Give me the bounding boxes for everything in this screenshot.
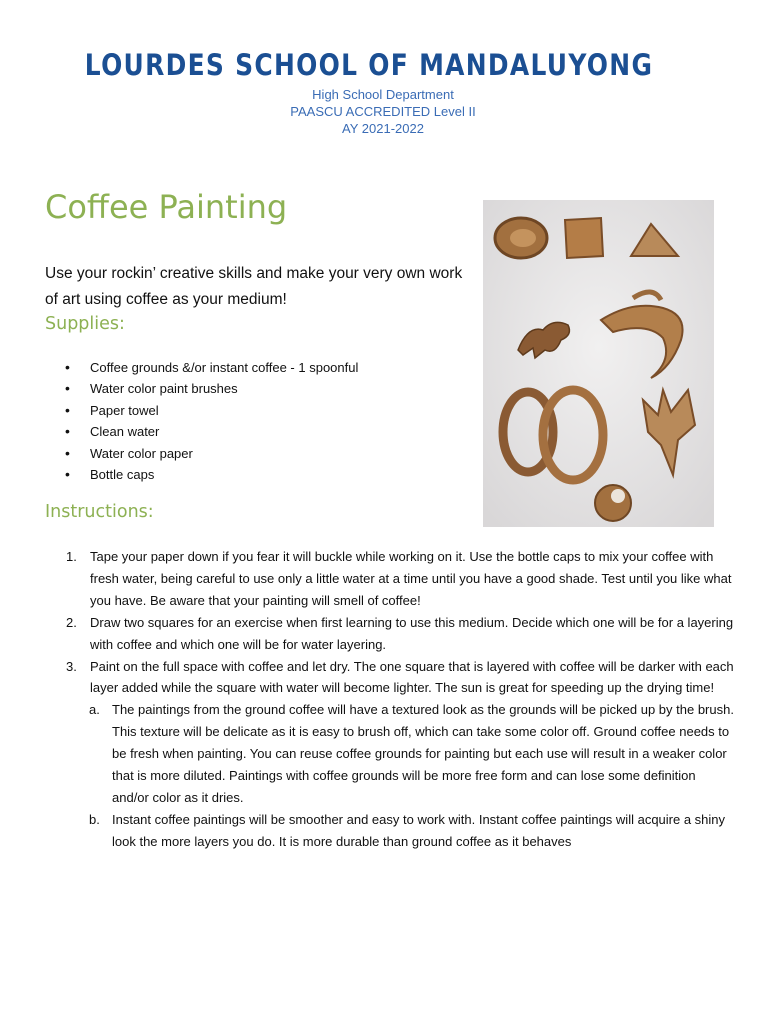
supply-item: • Coffee grounds &/or instant coffee - 1 spoonful (62, 357, 358, 378)
list-item: 2. Draw two squares for an exercise when first learning to use this medium. Decide which one will be for a layering with coffee and which one will be for water layering. (66, 614, 734, 652)
square-shape (565, 218, 603, 258)
supply-item: • Water color paint brushes (62, 378, 358, 399)
instructions-heading: Instructions: (45, 502, 154, 522)
department: High School Department (312, 87, 454, 102)
supplies-heading: Supplies: (45, 314, 125, 334)
list-subitem: b. Instant coffee paintings will be smoother and easy to work with. Instant coffee paintings will acquire a shiny look the more layers you do. It is more durable than ground coffee as it behaves (89, 811, 726, 849)
supply-item: • Clean water (62, 421, 358, 442)
supplies-list (62, 357, 358, 485)
coffee-painting-photo (483, 200, 714, 527)
page-title: Coffee Painting (45, 188, 288, 226)
list-item: 3. Paint on the full space with coffee and let dry. The one square that is layered with coffee will be darker with each layer added while the square with water will become lighter. The sun is great for speeding up the drying time! (66, 658, 734, 696)
intro-text: Use your rockin’ creative skills and make your very own work of art using coffee as your medium! (45, 265, 463, 308)
supply-item: • Paper towel (62, 400, 358, 421)
accreditation: PAASCU ACCREDITED Level II (290, 104, 476, 119)
supply-item: • Bottle caps (62, 464, 358, 485)
academic-year: AY 2021-2022 (342, 121, 424, 136)
supply-item: • Water color paper (62, 443, 358, 464)
instructions-list (66, 546, 734, 853)
school-name: LOURDES SCHOOL OF MANDALUYONG (84, 48, 654, 82)
circle-shape (595, 485, 631, 521)
list-subitem: a. The paintings from the ground coffee will have a textured look as the grounds will be picked up by the brush. This texture will be delicate as it is easy to brush off, which can take some color off. Ground coffee needs to be fresh when painting. You can reuse coffee grounds for painting but each use will result in a weaker color that is more diluted. Paintings with coffee grounds will be more free form and can lose some definition and/or color as it dries. (89, 702, 734, 805)
list-item: 1. Tape your paper down if you fear it will buckle while working on it. Use the bottle caps to mix your coffee with fresh water, being careful to use only a little water at a time until you have a good shade. Test until you like what you have. Be aware that your painting will smell of coffee! (66, 549, 732, 608)
